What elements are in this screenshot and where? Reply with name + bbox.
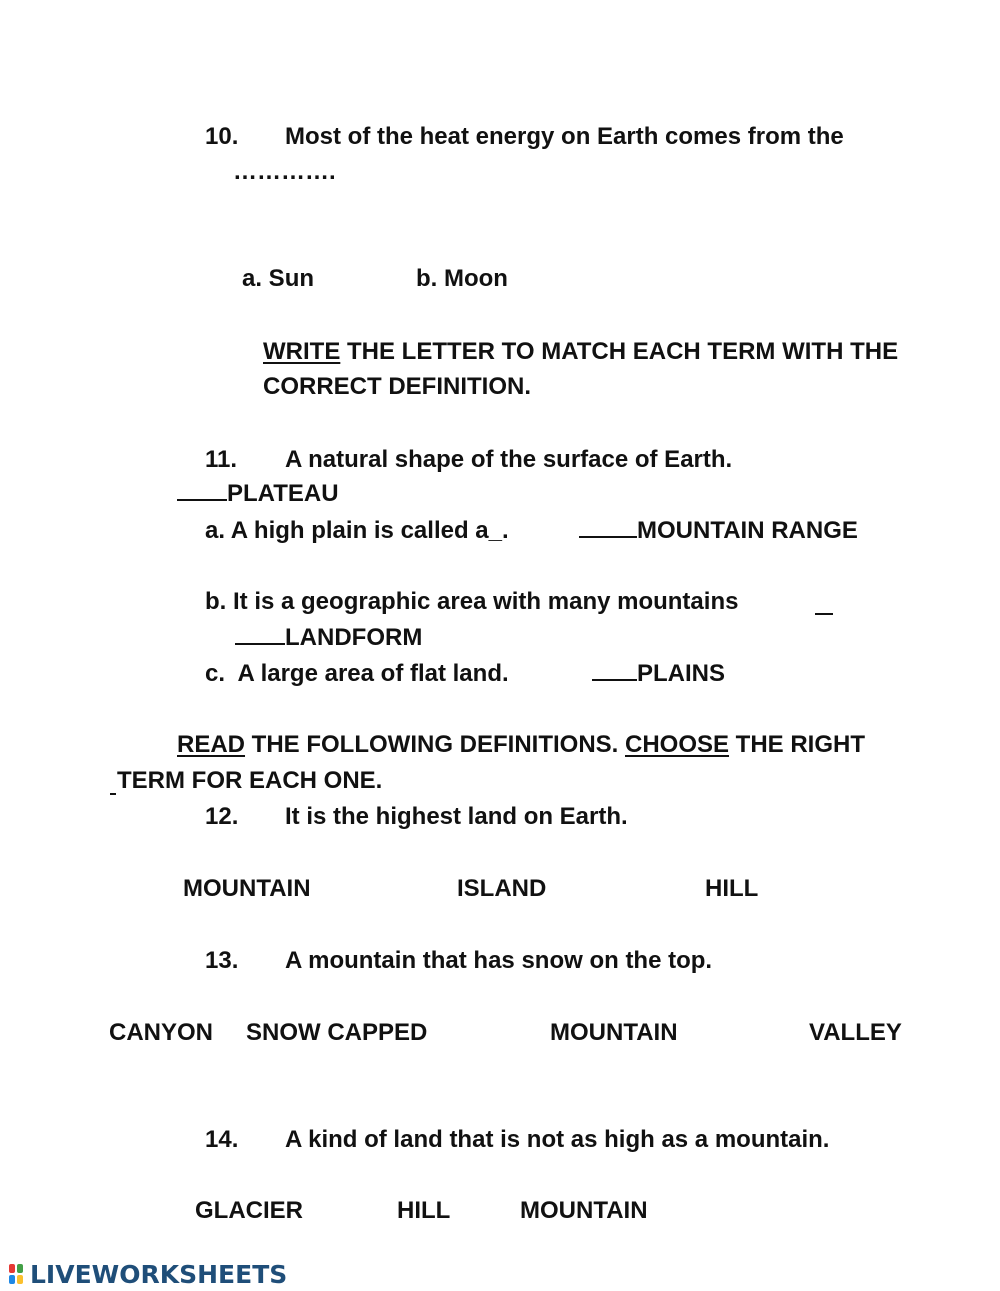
q14-text: A kind of land that is not as high as a mountain.	[285, 1126, 830, 1153]
def-b: b. It is a geographic area with many mountains	[205, 588, 739, 615]
logo-square	[9, 1275, 15, 1284]
read-instruction-line2: TERM FOR EACH ONE.	[117, 767, 383, 794]
q10-dots: ………….	[233, 158, 336, 185]
term-plains: PLAINS	[637, 660, 726, 687]
read-verb: READ	[177, 731, 246, 758]
logo-square	[17, 1275, 23, 1284]
match-instruction-rest: THE LETTER TO MATCH EACH TERM WITH THE	[340, 338, 899, 365]
q10-number: 10.	[205, 123, 239, 150]
term-plateau-row	[177, 482, 339, 506]
q14-option[interactable]: GLACIER	[195, 1197, 303, 1224]
q13-text: A mountain that has snow on the top.	[285, 947, 713, 974]
q13-option[interactable]: VALLEY	[809, 1019, 902, 1046]
choose-verb: CHOOSE	[625, 731, 730, 758]
read-instruction-line1	[177, 733, 865, 757]
read-instruction-tick	[110, 792, 116, 795]
match-instruction-line1	[263, 340, 898, 364]
match-instruction-line2: CORRECT DEFINITION.	[263, 373, 531, 400]
read-instruction-end: THE RIGHT	[729, 731, 866, 758]
q13-number: 13.	[205, 947, 239, 974]
match-instruction-verb: WRITE	[263, 338, 341, 365]
liveworksheets-logo-icon	[8, 1263, 24, 1285]
logo-square	[17, 1264, 23, 1273]
q10-text: Most of the heat energy on Earth comes from the	[285, 123, 844, 150]
term-plateau: PLATEAU	[227, 480, 339, 507]
q12-option[interactable]: MOUNTAIN	[183, 875, 311, 902]
term-mountain-range: MOUNTAIN RANGE	[637, 517, 858, 544]
mountain-range-answer-blank[interactable]	[579, 535, 637, 538]
liveworksheets-logo[interactable]	[8, 1259, 288, 1289]
q10-option-a[interactable]: a. Sun	[242, 265, 315, 292]
term-landform: LANDFORM	[285, 624, 423, 651]
plains-answer-blank[interactable]	[592, 678, 637, 681]
q12-option[interactable]: HILL	[705, 875, 759, 902]
read-instruction-mid: THE FOLLOWING DEFINITIONS.	[245, 731, 625, 758]
def-b-answer-blank[interactable]	[815, 612, 833, 615]
q12-text: It is the highest land on Earth.	[285, 803, 628, 830]
logo-square	[9, 1264, 15, 1273]
q11-number: 11.	[205, 446, 238, 473]
def-a: a. A high plain is called a_.	[205, 517, 509, 544]
liveworksheets-logo-text: LIVEWORKSHEETS	[30, 1259, 288, 1289]
q12-option[interactable]: ISLAND	[457, 875, 547, 902]
q13-option[interactable]: MOUNTAIN	[550, 1019, 678, 1046]
q14-option[interactable]: HILL	[397, 1197, 451, 1224]
term-mountain-range-row	[579, 519, 858, 543]
q10-option-b[interactable]: b. Moon	[416, 265, 508, 292]
def-c: c. A large area of flat land.	[205, 660, 509, 687]
plateau-answer-blank[interactable]	[177, 498, 227, 501]
q12-number: 12.	[205, 803, 239, 830]
q13-option[interactable]: CANYON	[109, 1019, 214, 1046]
term-landform-row	[235, 626, 422, 650]
q13-option[interactable]: SNOW CAPPED	[246, 1019, 428, 1046]
q14-number: 14.	[205, 1126, 239, 1153]
q11-text: A natural shape of the surface of Earth.	[285, 446, 733, 473]
q14-option[interactable]: MOUNTAIN	[520, 1197, 648, 1224]
term-plains-row	[592, 662, 725, 686]
landform-answer-blank[interactable]	[235, 642, 285, 645]
